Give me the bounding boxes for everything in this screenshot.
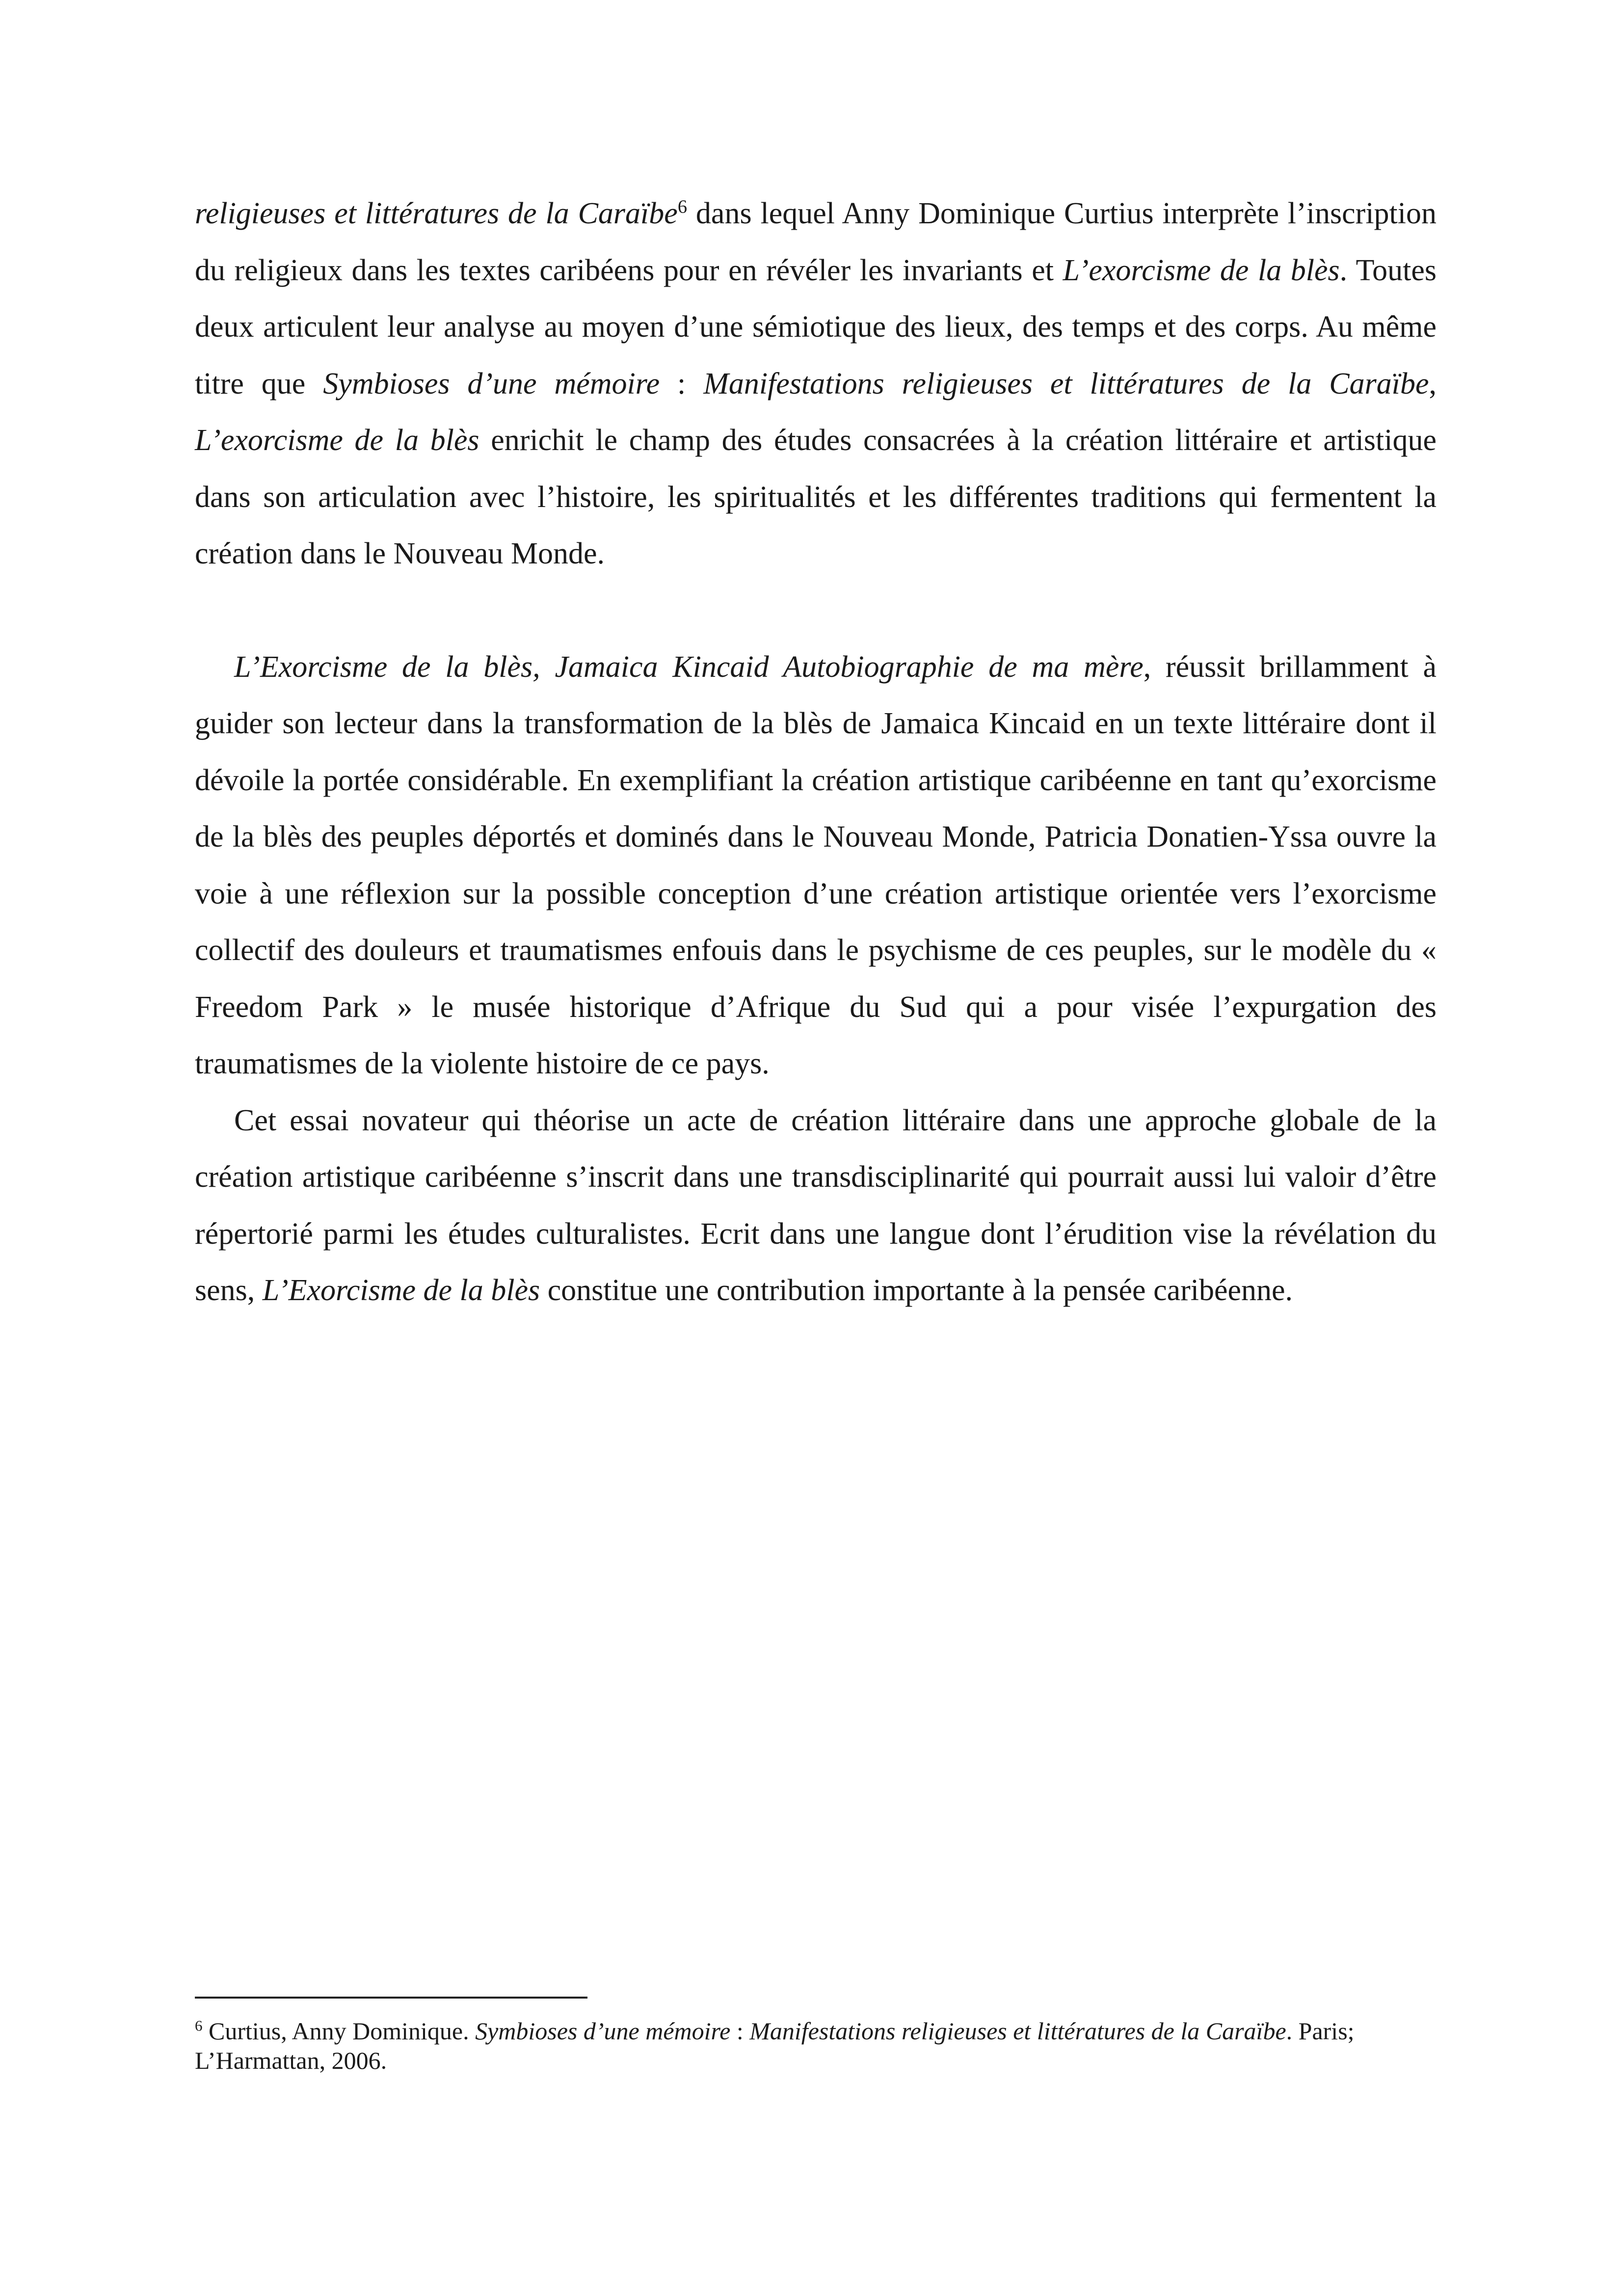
footnote-number: 6: [195, 2017, 203, 2034]
footnote-separator: [195, 1997, 587, 1999]
footnote: [195, 2016, 1451, 2075]
footnote-text: . Paris; L’Harmattan, 2006.: [195, 2017, 1355, 2074]
footnote-text: Curtius, Anny Dominique.: [202, 2017, 476, 2045]
paragraph-1-text: . Toutes deux articulent leur analyse au moyen d’une sémiotique des lieux, des temps et des corps. Au même titre que: [195, 253, 1437, 400]
paragraph-2-text: , réussit brillamment à guider son lecteur dans la transformation de la blès de Jamaica Kincaid en un texte littéraire dont il dévoile la portée considérable. En exemplifiant la création artistique caribéenne en tant qu’exorcisme de la blès des peuples déportés et dominés dans le Nouveau Monde, Patricia Donatien-Yssa ouvre la voie à une réflexion sur la possible conception d’une création artistique orientée vers l’exorcisme collectif des douleurs et traumatismes enfouis dans le psychisme de ces peuples, sur le modèle du « Freedom Park » le musée historique d’Afrique du Sud qui a pour visée l’expurgation des traumatismes de la violente histoire de ce pays.: [195, 650, 1437, 1080]
paragraph-1-text: ,: [1429, 367, 1437, 400]
book-title: L’exorcisme de la blès: [195, 424, 479, 457]
book-title: Symbioses d’une mémoire: [323, 367, 660, 400]
book-subtitle: Manifestations religieuses et littératures de la Caraïbe: [703, 367, 1429, 400]
paragraph-1-text: dans lequel Anny Dominique Curtius interprète l’inscription du religieux dans les textes caribéens pour en révéler les invariants et: [195, 197, 1437, 287]
paragraph-1: [195, 186, 1437, 583]
paragraph-2: [195, 639, 1437, 1093]
paragraph-3-text: Cet essai novateur qui théorise un acte de création littéraire dans une approche globale de la création artistique caribéenne s’inscrit dans une transdisciplinarité qui pourrait aussi lui valoir d’être répertorié parmi les études culturalistes. Ecrit dans une langue dont l’érudition vise la révélation du sens,: [195, 1103, 1437, 1307]
footnote-reference: 6: [677, 196, 688, 217]
main-text: [195, 186, 1437, 1319]
footnote-book-title: Symbioses d’une mémoire: [475, 2017, 731, 2045]
paragraph-1-text: :: [660, 367, 704, 400]
book-title: L’Exorcisme de la blès, Jamaica Kincaid Autobiographie de ma mère: [234, 650, 1144, 684]
book-title-fragment: religieuses et littératures de la Caraïbe: [195, 197, 678, 230]
book-title: L’exorcisme de la blès: [1063, 253, 1340, 287]
book-title: L’Exorcisme de la blès: [262, 1274, 540, 1307]
paragraph-3: [195, 1093, 1437, 1319]
footnote-text: :: [730, 2017, 750, 2045]
paragraph-1-text: enrichit le champ des études consacrées à la création littéraire et artistique dans son articulation avec l’histoire, les spiritualités et les différentes traditions qui fermentent la création dans le Nouveau Monde.: [195, 424, 1437, 570]
footnote-book-subtitle: Manifestations religieuses et littératures de la Caraïbe: [749, 2017, 1286, 2045]
paragraph-3-text: constitue une contribution importante à la pensée caribéenne.: [540, 1274, 1293, 1307]
